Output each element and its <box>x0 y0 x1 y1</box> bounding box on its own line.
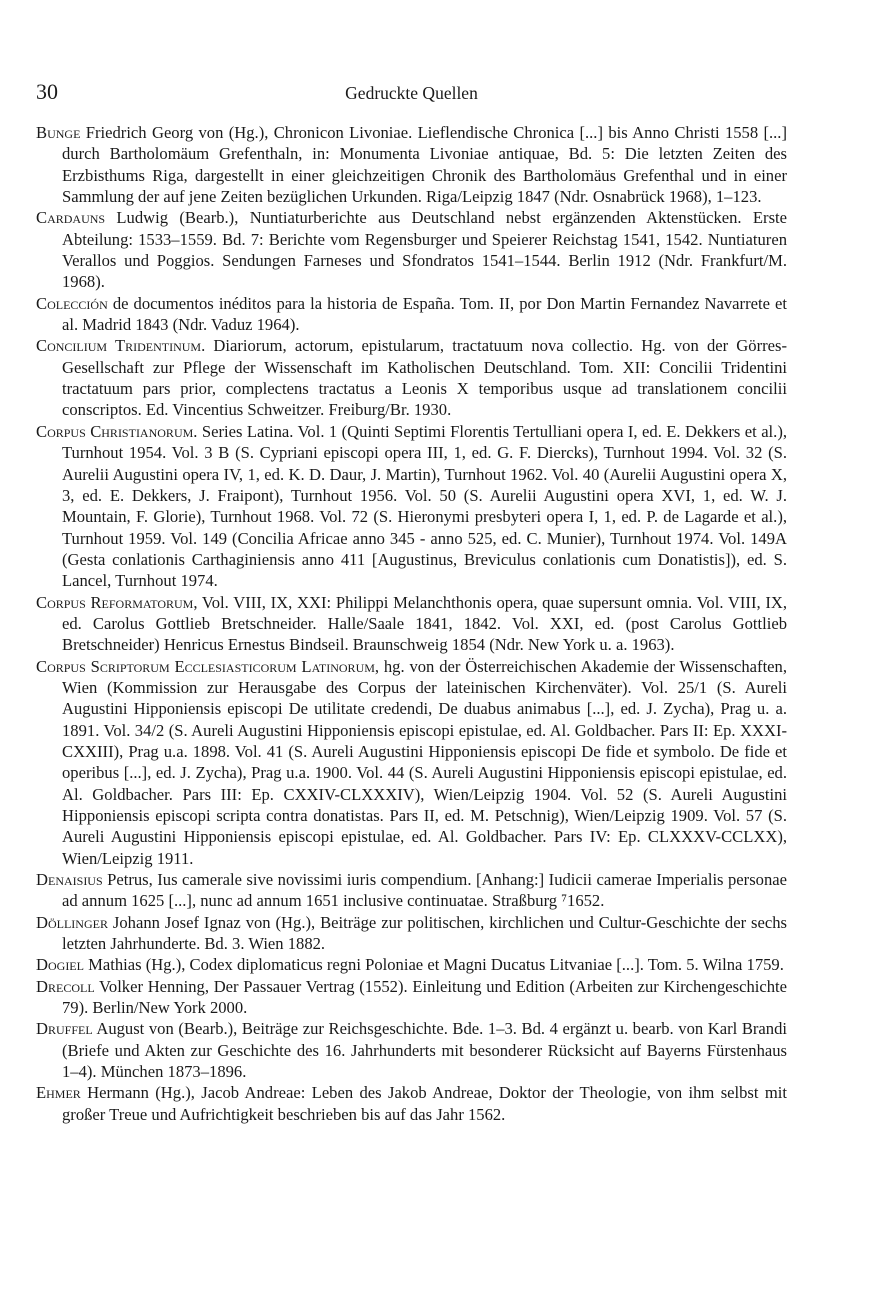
bibliography-entry-csel <box>36 656 787 869</box>
bibliography-entry-bunge <box>36 122 787 207</box>
entry-author: Dogiel <box>36 955 84 975</box>
entry-author: Corpus Christianorum <box>36 421 194 441</box>
running-head <box>36 76 787 108</box>
entry-text: August von (Bearb.), Beiträge zur Reichsgeschichte. Bde. 1–3. Bd. 4 ergänzt u. bearb. von Karl Brandi (Briefe und Akten zur Geschichte des 16. Jahrhunderts mit besonderer Rücksicht auf Bayerns Fürstenhaus 1–4). München 1873–1896. <box>62 1019 787 1082</box>
bibliography-list <box>36 122 787 1125</box>
entry-text: Petrus, Ius camerale sive novissimi iuris compendium. [Anhang:] Iudicii camerae Imperialis personae ad annum 1625 [...], nunc ad annum 1651 inclusive continuatae. Straßburg ⁷1652. <box>62 870 787 911</box>
book-page <box>36 76 787 1125</box>
page-number: 30 <box>36 79 58 104</box>
entry-text: de documentos inéditos para la historia de España. Tom. II, por Don Martin Fernandez Navarrete et al. Madrid 1843 (Ndr. Vaduz 1964). <box>62 293 787 335</box>
bibliography-entry-druffel <box>36 1018 787 1082</box>
bibliography-entry-drecoll <box>36 976 787 1019</box>
bibliography-entry-doellinger <box>36 912 787 955</box>
entry-author: Corpus Scriptorum Ecclesiasticorum Latinorum <box>36 656 375 676</box>
running-title: Gedruckte Quellen <box>345 83 478 103</box>
entry-author: Concilium Tridentinum <box>36 336 202 356</box>
bibliography-entry-concilium-tridentinum <box>36 335 787 420</box>
entry-text: Johann Josef Ignaz von (Hg.), Beiträge zur politischen, kirchlichen und Cultur-Geschichte der sechs letzten Jahrhunderte. Bd. 3. Wien 1882. <box>62 912 787 954</box>
bibliography-entry-coleccion <box>36 293 787 336</box>
entry-text: , hg. von der Österreichischen Akademie der Wissenschaften, Wien (Kommission zur Herausgabe des Corpus der lateinischen Kirchenväter). Vol. 25/1 (S. Aureli Augustini Hipponiensis episcopi De utilitate credendi, De duabus animabus [...], ed. J. Zycha), Prag u. a. 1891. Vol. 34/2 (S. Aureli Augustini Hipponiensis episcopi epistulae, ed. Al. Goldbacher. Pars II: Ep. XXXI-CXXIII), Prag u.a. 1898. Vol. 41 (S. Aureli Augustini Hipponiensis episcopi De fide et symbolo. De fide et operibus [...], ed. J. Zycha), Prag u.a. 1900. Vol. 44 (S. Aureli Augustini Hipponiensis episcopi epistulae, ed. Al. Goldbacher. Pars III: Ep. CXXIV-CLXXXIV), Wien/Leipzig 1904. Vol. 52 (S. Aureli Augustini Hipponiensis episcopi scripta contra donatistas. Pars II, ed. M. Petschnig), Wien/Leipzig 1909. Vol. 57 (S. Aureli Augustini Hipponiensis episcopi epistulae, ed. Al. Goldbacher. Pars IV: Ep. CLXXXV-CCLXX), Wien/Leipzig 1911. <box>62 656 787 868</box>
bibliography-entry-denaisius <box>36 869 787 912</box>
bibliography-entry-ehmer <box>36 1082 787 1125</box>
entry-author: Drecoll <box>36 976 95 996</box>
entry-author: Ehmer <box>36 1083 81 1103</box>
entry-author: Colección <box>36 293 108 313</box>
bibliography-entry-dogiel <box>36 954 787 975</box>
bibliography-entry-corpus-christianorum <box>36 421 787 592</box>
entry-text: Ludwig (Bearb.), Nuntiaturberichte aus Deutschland nebst ergänzenden Aktenstücken. Erste Abteilung: 1533–1559. Bd. 7: Berichte vom Regensburger und Speierer Reichstag 1541, 1542. Nuntiaturen Verallos und Poggios. Sendungen Farneses und Sfondratos 1541–1544. Berlin 1912 (Ndr. Frankfurt/M. 1968). <box>62 208 787 292</box>
entry-author: Denaisius <box>36 870 103 890</box>
entry-author: Bunge <box>36 123 81 142</box>
entry-text: . Series Latina. Vol. 1 (Quinti Septimi Florentis Tertulliani opera I, ed. E. Dekkers et al.), Turnhout 1954. Vol. 3 B (S. Cypriani episcopi opera III, 1, ed. G. F. Diercks), Turnhout 1994. Vol. 32 (S. Aurelii Augustini opera IV, 1, ed. K. D. Daur, J. Martin), Turnhout 1962. Vol. 40 (Aurelii Augustini opera X, 3, ed. E. Dekkers, J. Fraipont), Turnhout 1956. Vol. 50 (S. Aurelii Augustini opera XVI, 1, ed. W. J. Mountain, F. Glorie), Turnhout 1968. Vol. 72 (S. Hieronymi presbyteri opera I, 1, ed. P. de Lagarde et al.), Turnhout 1959. Vol. 149 (Concilia Africae anno 345 - anno 525, ed. C. Munier), Turnhout 1974. Vol. 149A (Gesta conlationis Carthaginiensis anno 411 [Augustinus, Breviculus conlationis cum Donatistis]), ed. S. Lancel, Turnhout 1974. <box>62 421 787 591</box>
entry-text: Friedrich Georg von (Hg.), Chronicon Livoniae. Lieflendische Chronica [...] bis Anno Christi 1558 [...] durch Bartholomäum Grefenthaln, in: Monumenta Livoniae antiquae, Bd. 5: Die letzten Zeiten des Erzbisthums Riga, dargestellt in einer gleichzeitigen Chronik des Bartholomäus Grefenthal und in einer Sammlung der auf jene Zeiten bezüglichen Urkunden. Riga/Leipzig 1847 (Ndr. Osnabrück 1968), 1–123. <box>62 123 787 207</box>
entry-author: Druffel <box>36 1019 93 1039</box>
entry-author: Döllinger <box>36 912 108 932</box>
entry-author: Cardauns <box>36 208 106 228</box>
bibliography-entry-corpus-reformatorum <box>36 592 787 656</box>
entry-text: , Vol. VIII, IX, XXI: Philippi Melanchthonis opera, quae supersunt omnia. Vol. VIII, IX, ed. Carolus Gottlieb Bretschneider. Halle/Saale 1841, 1842. Vol. XXI, ed. (post Carolus Gottlieb Bretschneider) Henricus Ernestus Bindseil. Braunschweig 1854 (Ndr. New York u. a. 1963). <box>62 592 787 655</box>
entry-text: Mathias (Hg.), Codex diplomaticus regni Poloniae et Magni Ducatus Litvaniae [...]. Tom. 5. Wilna 1759. <box>83 955 784 975</box>
entry-author: Corpus Reformatorum <box>36 592 194 612</box>
entry-text: Hermann (Hg.), Jacob Andreae: Leben des Jakob Andreae, Doktor der Theologie, von ihm selbst mit großer Treue und Aufrichtigkeit beschrieben bis auf das Jahr 1562. <box>62 1083 787 1124</box>
bibliography-entry-cardauns <box>36 207 787 292</box>
entry-text: Volker Henning, Der Passauer Vertrag (1552). Einleitung und Edition (Arbeiten zur Kirchengeschichte 79). Berlin/New York 2000. <box>62 976 787 1018</box>
entry-text: . Diariorum, actorum, epistularum, tractatuum nova collectio. Hg. von der Görres-Gesellschaft zur Pflege der Wissenschaft im Katholischen Deutschland. Tom. XII: Concilii Tridentini tractatuum pars prior, complectens tractatus a Leonis X temporibus usque ad translationem concilii conscriptos. Ed. Vincentius Schweitzer. Freiburg/Br. 1930. <box>62 336 787 420</box>
